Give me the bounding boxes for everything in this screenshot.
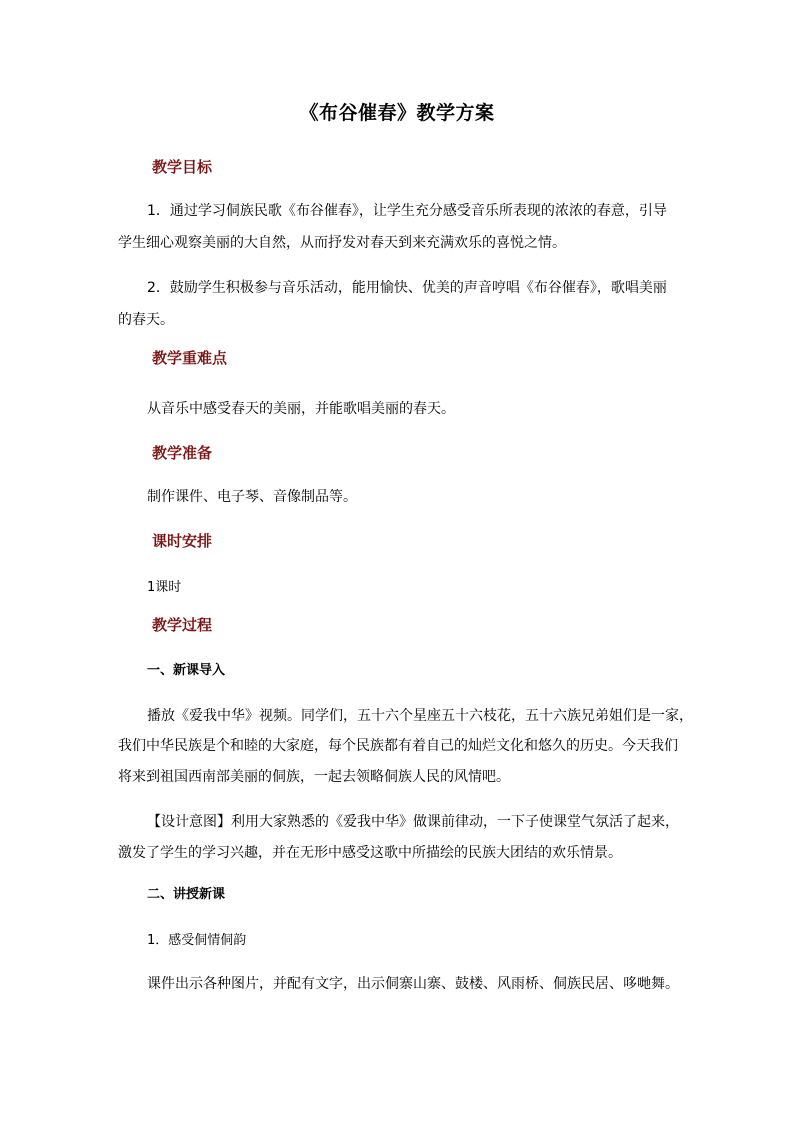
preparation-text: 制作课件、电子琴、音像制品等。 bbox=[147, 489, 357, 505]
part-1-paragraph bbox=[0, 700, 794, 796]
part-2-sub-1-heading: 1．感受侗情侗韵 bbox=[147, 933, 247, 948]
objective-2-line-1: 2．鼓励学生积极参与音乐活动，能用愉快、优美的声音哼唱《布谷催春》，歌唱美丽 bbox=[147, 280, 667, 296]
schedule-text: 1课时 bbox=[147, 580, 182, 595]
part-1-line-3: 将来到祖国西南部美丽的侗族，一起去领略侗族人民的风情吧。 bbox=[118, 769, 510, 785]
schedule-heading: 课时安排 bbox=[152, 532, 213, 550]
key-points-heading: 教学重难点 bbox=[152, 349, 228, 367]
part-2-sub-1-text: 课件出示各种图片，并配有文字，出示侗寨山寨、鼓楼、风雨桥、侗族民居、哆哋舞。 bbox=[147, 976, 679, 992]
objective-2-paragraph bbox=[0, 272, 794, 336]
objective-1-paragraph bbox=[0, 195, 794, 259]
key-points-text: 从音乐中感受春天的美丽，并能歌唱美丽的春天。 bbox=[147, 401, 455, 417]
preparation-heading: 教学准备 bbox=[152, 444, 213, 462]
part-1-line-2: 我们中华民族是个和睦的大家庭，每个民族都有着自己的灿烂文化和悠久的历史。今天我们 bbox=[118, 738, 678, 754]
design-intent-line-2: 激发了学生的学习兴趣，并在无形中感受这歌中所描绘的民族大团结的欢乐情景。 bbox=[118, 845, 622, 861]
design-intent-paragraph bbox=[0, 806, 794, 870]
objectives-heading: 教学目标 bbox=[152, 158, 213, 176]
process-heading: 教学过程 bbox=[152, 616, 213, 634]
design-intent-line-1: 【设计意图】利用大家熟悉的《爱我中华》做课前律动，一下子使课堂气氛活了起来， bbox=[147, 814, 679, 830]
objective-1-line-2: 学生细心观察美丽的大自然，从而抒发对春天到来充满欢乐的喜悦之情。 bbox=[118, 235, 566, 251]
part-1-heading: 一、新课导入 bbox=[147, 663, 226, 678]
part-2-heading: 二、讲授新课 bbox=[147, 887, 226, 902]
part-1-line-1: 播放《爱我中华》视频。同学们，五十六个星座五十六枝花，五十六族兄弟姐们是一家， bbox=[147, 708, 693, 724]
page-title: 《布谷催春》教学方案 bbox=[299, 102, 495, 124]
objective-1-line-1: 1．通过学习侗族民歌《布谷催春》，让学生充分感受音乐所表现的浓浓的春意，引导 bbox=[147, 203, 667, 219]
objective-2-line-2: 的春天。 bbox=[118, 312, 174, 328]
